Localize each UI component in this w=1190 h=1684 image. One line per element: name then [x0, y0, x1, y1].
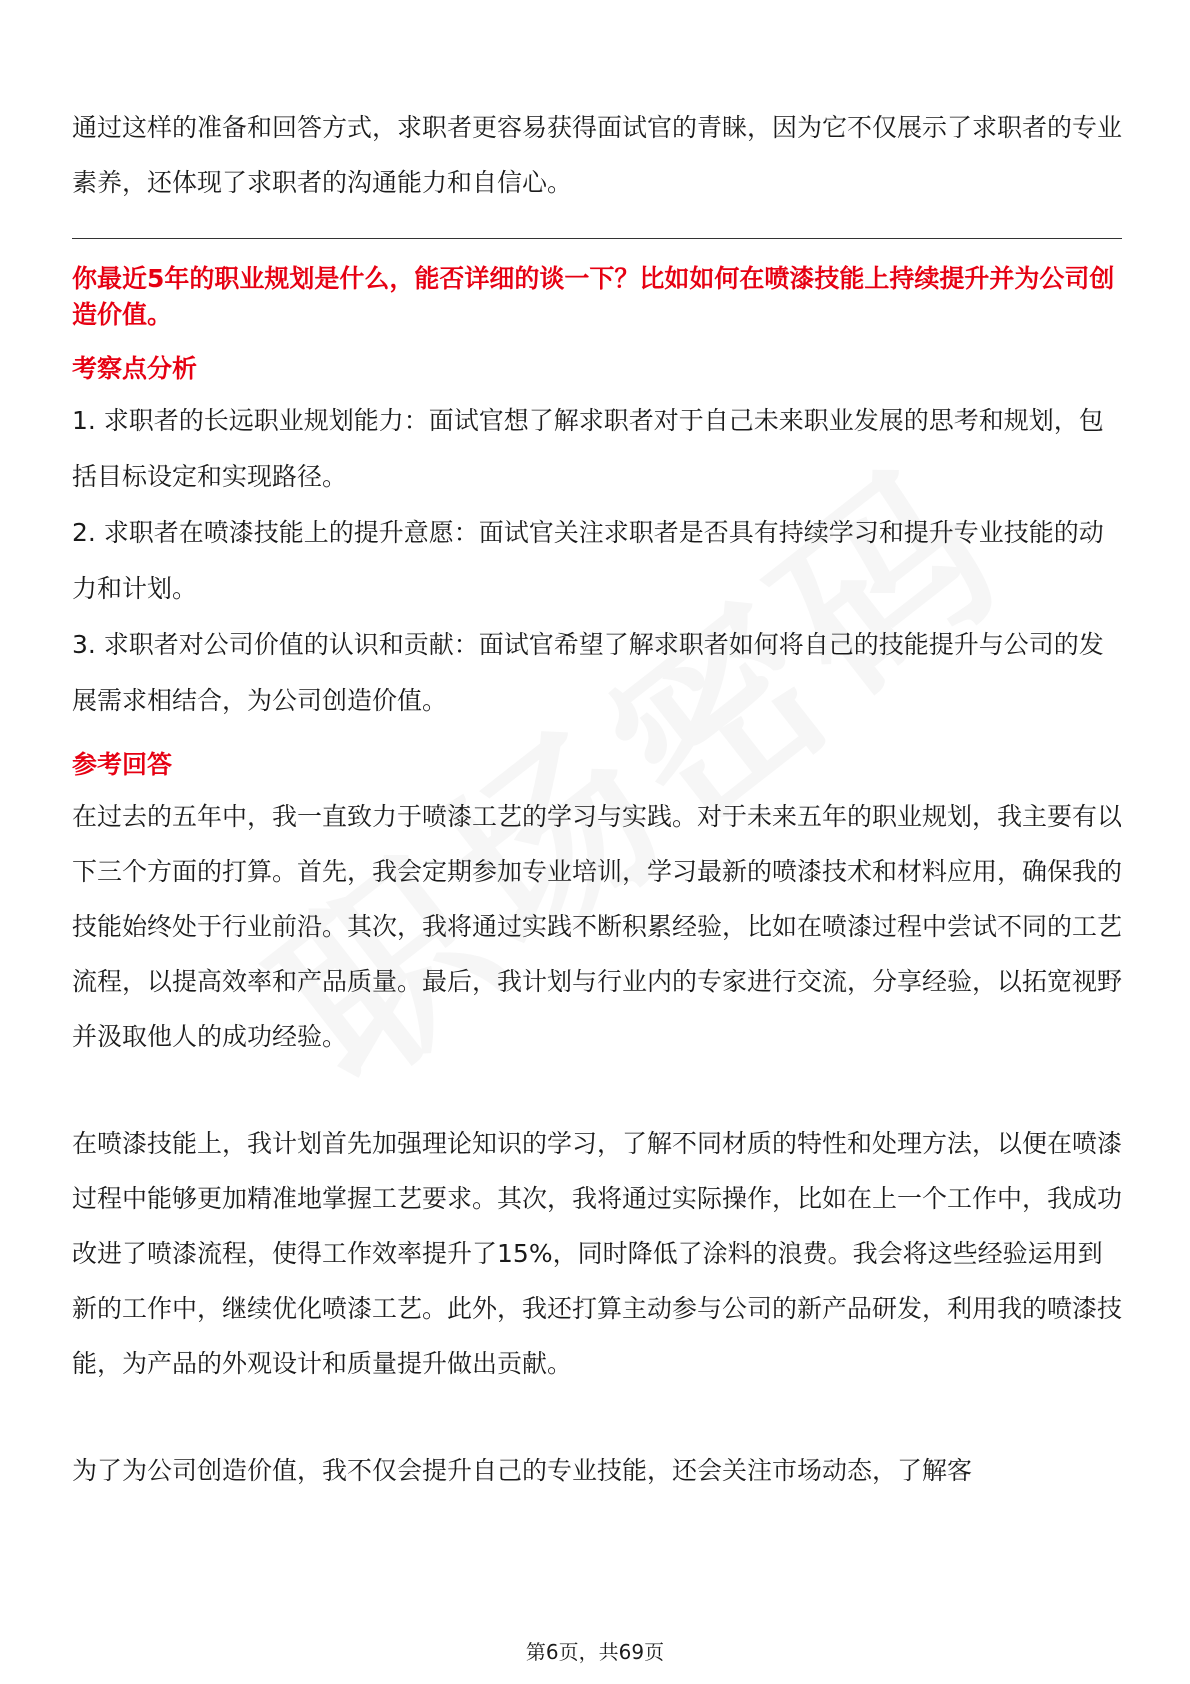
question-title: 你最近5年的职业规划是什么，能否详细的谈一下？比如如何在喷漆技能上持续提升并为公司创造价值。 [72, 264, 1115, 329]
page-number: 第6页，共69页 [525, 1640, 665, 1664]
paragraph-gap [72, 1391, 1122, 1443]
paragraph-gap [72, 1064, 1122, 1116]
answer-paragraph-3: 为了为公司创造价值，我不仅会提升自己的专业技能，还会关注市场动态，了解客 [72, 1456, 973, 1485]
analysis-point-3: 3. 求职者对公司价值的认识和贡献：面试官希望了解求职者如何将自己的技能提升与公司的发展需求相结合，为公司创造价值。 [72, 630, 1104, 715]
answer-paragraph-1: 在过去的五年中，我一直致力于喷漆工艺的学习与实践。对于未来五年的职业规划，我主要有以下三个方面的打算。首先，我会定期参加专业培训，学习最新的喷漆技术和材料应用，确保我的技能始终处于行业前沿。其次，我将通过实践不断积累经验，比如在喷漆过程中尝试不同的工艺流程，以提高效率和产品质量。最后，我计划与行业内的专家进行交流，分享经验，以拓宽视野并汲取他人的成功经验。 [72, 802, 1123, 1051]
answer-paragraph-2: 在喷漆技能上，我计划首先加强理论知识的学习，了解不同材质的特性和处理方法，以便在喷漆过程中能够更加精准地掌握工艺要求。其次，我将通过实际操作，比如在上一个工作中，我成功改进了喷漆流程，使得工作效率提升了15%，同时降低了涂料的浪费。我会将这些经验运用到新的工作中，继续优化喷漆工艺。此外，我还打算主动参与公司的新产品研发，利用我的喷漆技能，为产品的外观设计和质量提升做出贡献。 [72, 1129, 1123, 1378]
section-divider [72, 238, 1122, 239]
document-page [72, 100, 1122, 1498]
answer-heading: 参考回答 [72, 750, 173, 779]
analysis-heading: 考察点分析 [72, 354, 198, 383]
analysis-point-2: 2. 求职者在喷漆技能上的提升意愿：面试官关注求职者是否具有持续学习和提升专业技能的动力和计划。 [72, 518, 1104, 603]
analysis-point-1: 1. 求职者的长远职业规划能力：面试官想了解求职者对于自己未来职业发展的思考和规划，包括目标设定和实现路径。 [72, 406, 1104, 491]
intro-paragraph: 通过这样的准备和回答方式，求职者更容易获得面试官的青睐，因为它不仅展示了求职者的专业素养，还体现了求职者的沟通能力和自信心。 [72, 113, 1123, 197]
